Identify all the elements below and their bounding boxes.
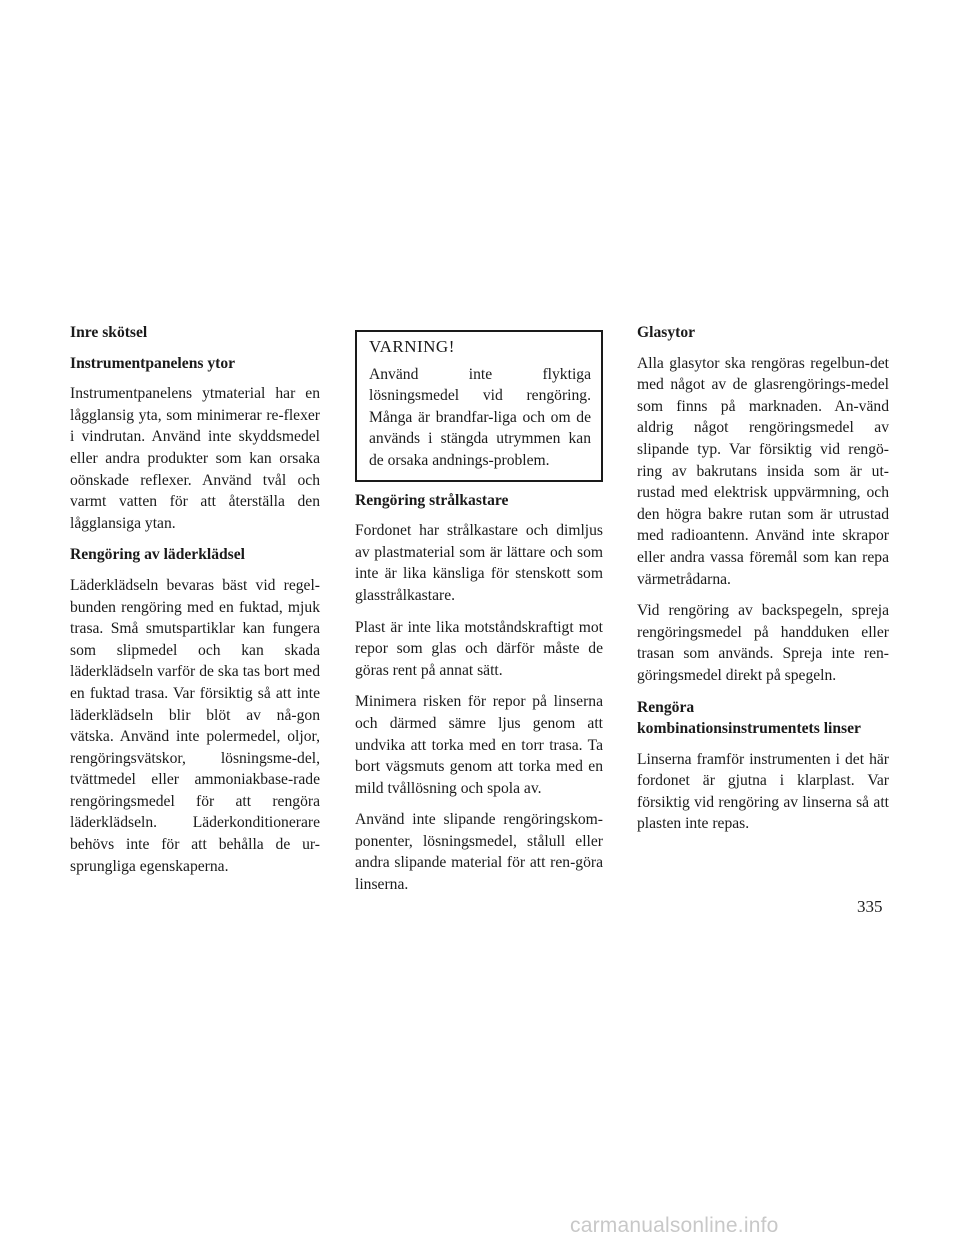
- paragraph-glasytor-1: Alla glasytor ska rengöras regelbun-det med något av de glasrengörings-medel som finns på marknaden. An-vänd aldrig något rengöringsmedel av slipande typ. Var försiktig vid rengö-ring av bakrutans insida som är ut-rustad med elektrisk uppvärmning, och den högra bakre rutan som är utrustad med radioantenn. Använd inte skrapor eller andra vassa föremål som kan repa värmetrådarna.: [637, 354, 889, 588]
- watermark: carmanualsonline.info: [570, 1214, 779, 1237]
- subheading-linser-line1: Rengöra: [637, 698, 695, 716]
- paragraph-stralkastare-4: Använd inte slipande rengöringskom-ponenter, lösningsmedel, stålull eller andra slipande material för att ren-göra linserna.: [355, 811, 603, 894]
- warning-text: Använd inte flyktiga lösningsmedel vid rengöring. Många är brandfar-liga och om de används i stängda utrymmen kan de orsaka andnings-problem.: [369, 365, 591, 469]
- subheading-laderkladsel: Rengöring av läderklädsel: [70, 546, 246, 564]
- paragraph-stralkastare-3: Minimera risken för repor på linserna och därmed sämre ljus genom att undvika att torka med en torr trasa. Ta bort vägsmuts genom att torka med en mild tvållösning och spola av.: [355, 693, 603, 797]
- warning-title: VARNING!: [369, 337, 455, 356]
- subheading-linser: [637, 697, 889, 740]
- paragraph-linser: Linserna framför instrumenten i det här fordonet är gjutna i klarplast. Var försiktig vid rengöring av linserna så att plasten inte repas.: [637, 750, 889, 833]
- warning-box: [355, 330, 603, 482]
- subheading-stralkastare: Rengöring strålkastare: [355, 491, 509, 509]
- paragraph-stralkastare-2: Plast är inte lika motståndskraftigt mot repor som glas och därför måste de göras rent på annat sätt.: [355, 618, 603, 679]
- subheading-linser-line2: kombinationsinstrumentets linser: [637, 720, 861, 738]
- subheading-instrumentpanel: Instrumentpanelens ytor: [70, 354, 236, 372]
- column-middle: [355, 322, 603, 906]
- paragraph-glasytor-2: Vid rengöring av backspegeln, spreja rengöringsmedel på handduken eller trasan som används. Spreja inte ren-göringsmedel direkt på spegeln.: [637, 602, 889, 684]
- paragraph-stralkastare-1: Fordonet har strålkastare och dimljus av plastmaterial som är lättare och som inte är lika känsliga för stenskott som glasstrålkastare.: [355, 522, 603, 604]
- subheading-glasytor: Glasytor: [637, 324, 696, 341]
- section-heading-inre-skotsel: Inre skötsel: [70, 324, 148, 341]
- column-left: [70, 322, 320, 887]
- paragraph-instrumentpanel: Instrumentpanelens ytmaterial har en lågglansig yta, som minimerar re-flexer i vindrutan. Använd inte skyddsmedel eller andra produkter som kan orsaka oönskade reflexer. Använd tvål och varmt vatten för att återställa den lågglansiga ytan.: [70, 385, 320, 532]
- paragraph-laderkladsel: Läderklädseln bevaras bäst vid regel-bunden rengöring med en fuktad, mjuk trasa. Små smutspartiklar kan fungera som slipmedel och kan skada läderklädseln varför de ska tas bort med en fuktad trasa. Var försiktig så att inte läderklädseln blir blöt av nå-gon vätska. Använd inte polermedel, oljor, rengöringsvätskor, lösningsme-del, tvättmedel eller ammoniakbase-rade rengöringsmedel för att rengöra läderklädseln. Läderkonditionerare behövs inte för att behålla de ur-sprungliga egenskaperna.: [70, 576, 320, 875]
- column-right: [637, 322, 889, 845]
- page-number: 335: [857, 897, 883, 916]
